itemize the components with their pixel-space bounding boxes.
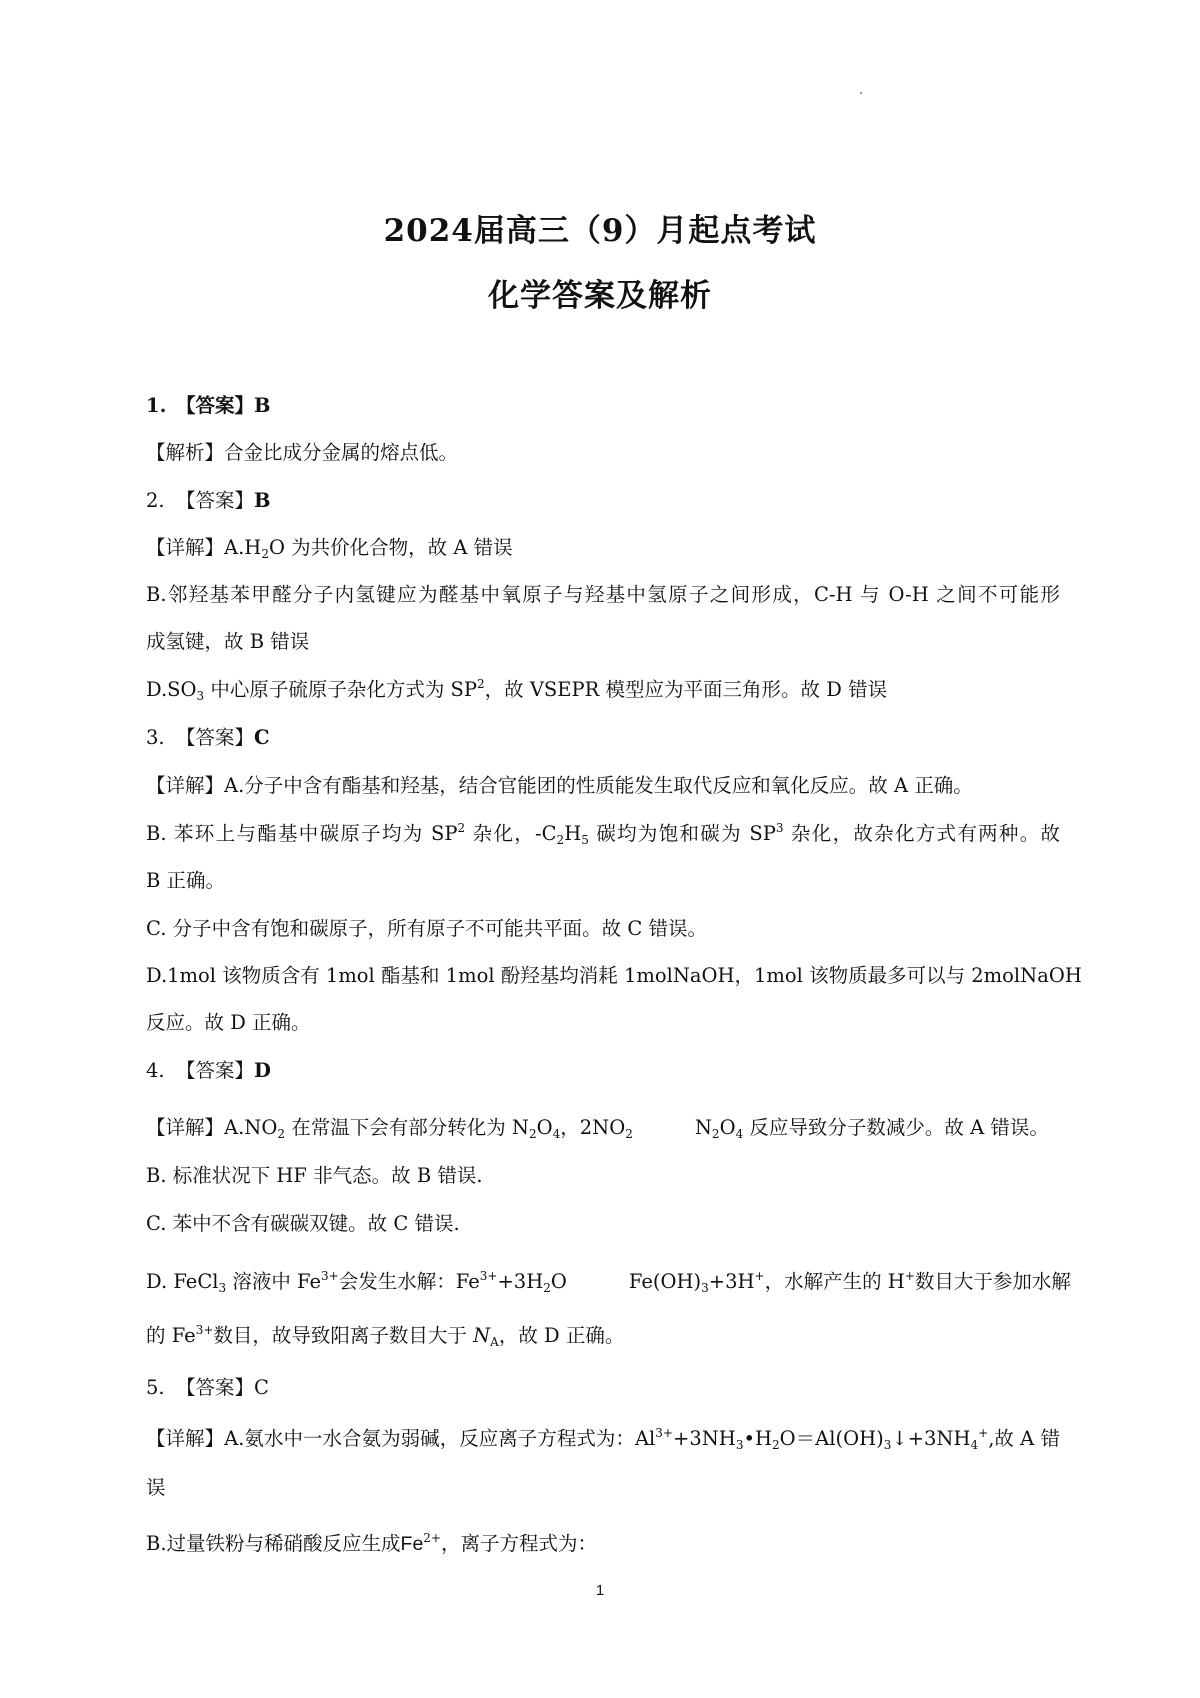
detail-line: B. 苯环上与酯基中碳原子均为 $SP^2$ 杂化，$-C_2H_5$ 碳均为饱和碳为 $SP^3$ 杂化，故杂化方式有两种。故 (146, 821, 1061, 847)
detail-line: B.邻羟基苯甲醛分子内氢键应为醛基中氧原子与羟基中氢原子之间形成，C-H 与 O-H 之间不可能形 (146, 583, 1060, 606)
detail-line: 的 $Fe^{3+}$数目，故导致阳离子数目大于 $N_A$，故 D 正确。 (146, 1323, 625, 1349)
detail-line: D.1mol 该物质含有 1mol 酯基和 1mol 酚羟基均消耗 1molNaOH，1mol 该物质最多可以与 2molNaOH (146, 964, 1082, 987)
detail-line: 成氢键，故 B 错误 (146, 630, 310, 653)
detail-line: C. 分子中含有饱和碳原子，所有原子不可能共平面。故 C 错误。 (146, 917, 707, 940)
answer-line-1: 1. 【答案】B (146, 394, 271, 417)
detail-line: 【详解】$A.NO_2$ 在常温下会有部分转化为 $N_2O_4$，$2NO_2$ $N_2O_4$ 反应导致分子数减少。故 A 错误。 (146, 1116, 1049, 1141)
page-subtitle: 化学答案及解析 (488, 278, 712, 314)
detail-line: $D.SO_3$ 中心原子硫原子杂化方式为 $SP^2$，故 VSEPR 模型应为平面三角形。故 D 错误 (146, 677, 888, 703)
answer-line-3: 3. 【答案】C (146, 726, 270, 749)
scan-dot (860, 92, 862, 94)
detail-line: 反应。故 D 正确。 (146, 1011, 311, 1034)
detail-line: B.过量铁粉与稀硝酸反应生成$Fe^{2+}$，离子方程式为： (146, 1531, 598, 1555)
answer-line-5: 5. 【答案】C (146, 1376, 269, 1399)
detail-line: C. 苯中不含有碳碳双键。故 C 错误. (146, 1212, 460, 1235)
page-title: 2024届高三（9）月起点考试 (383, 213, 817, 249)
detail-line: D. FeCl$_3$ 溶液中 $Fe^{3+}$会发生水解：$Fe^{3+}+3H_2O$ $Fe(OH)_3+3H^+$，水解产生的 H+数目大于参加水解 (146, 1269, 1071, 1295)
answer-line-2: 2. 【答案】B (146, 489, 271, 512)
detail-line: 【详解】A.氨水中一水合氨为弱碱，反应离子方程式为：$Al^{3+}+3NH_3•H_2O=Al(OH)_3↓+3NH_4^+$,故 A 错 (146, 1426, 1060, 1452)
detail-line: B. 标准状况下 HF 非气态。故 B 错误. (146, 1164, 483, 1187)
explanation-line: 【解析】合金比成分金属的熔点低。 (146, 441, 459, 464)
detail-line: 误 (146, 1476, 166, 1499)
detail-line: 【详解】$A.H_2O$ 为共价化合物，故 A 错误 (146, 536, 513, 561)
answer-line-4: 4. 【答案】D (146, 1059, 271, 1082)
detail-line: 【详解】A.分子中含有酯基和羟基，结合官能团的性质能发生取代反应和氧化反应。故 A 正确。 (146, 774, 973, 797)
page-number: 1 (595, 1582, 605, 1599)
detail-line: B 正确。 (146, 869, 226, 892)
